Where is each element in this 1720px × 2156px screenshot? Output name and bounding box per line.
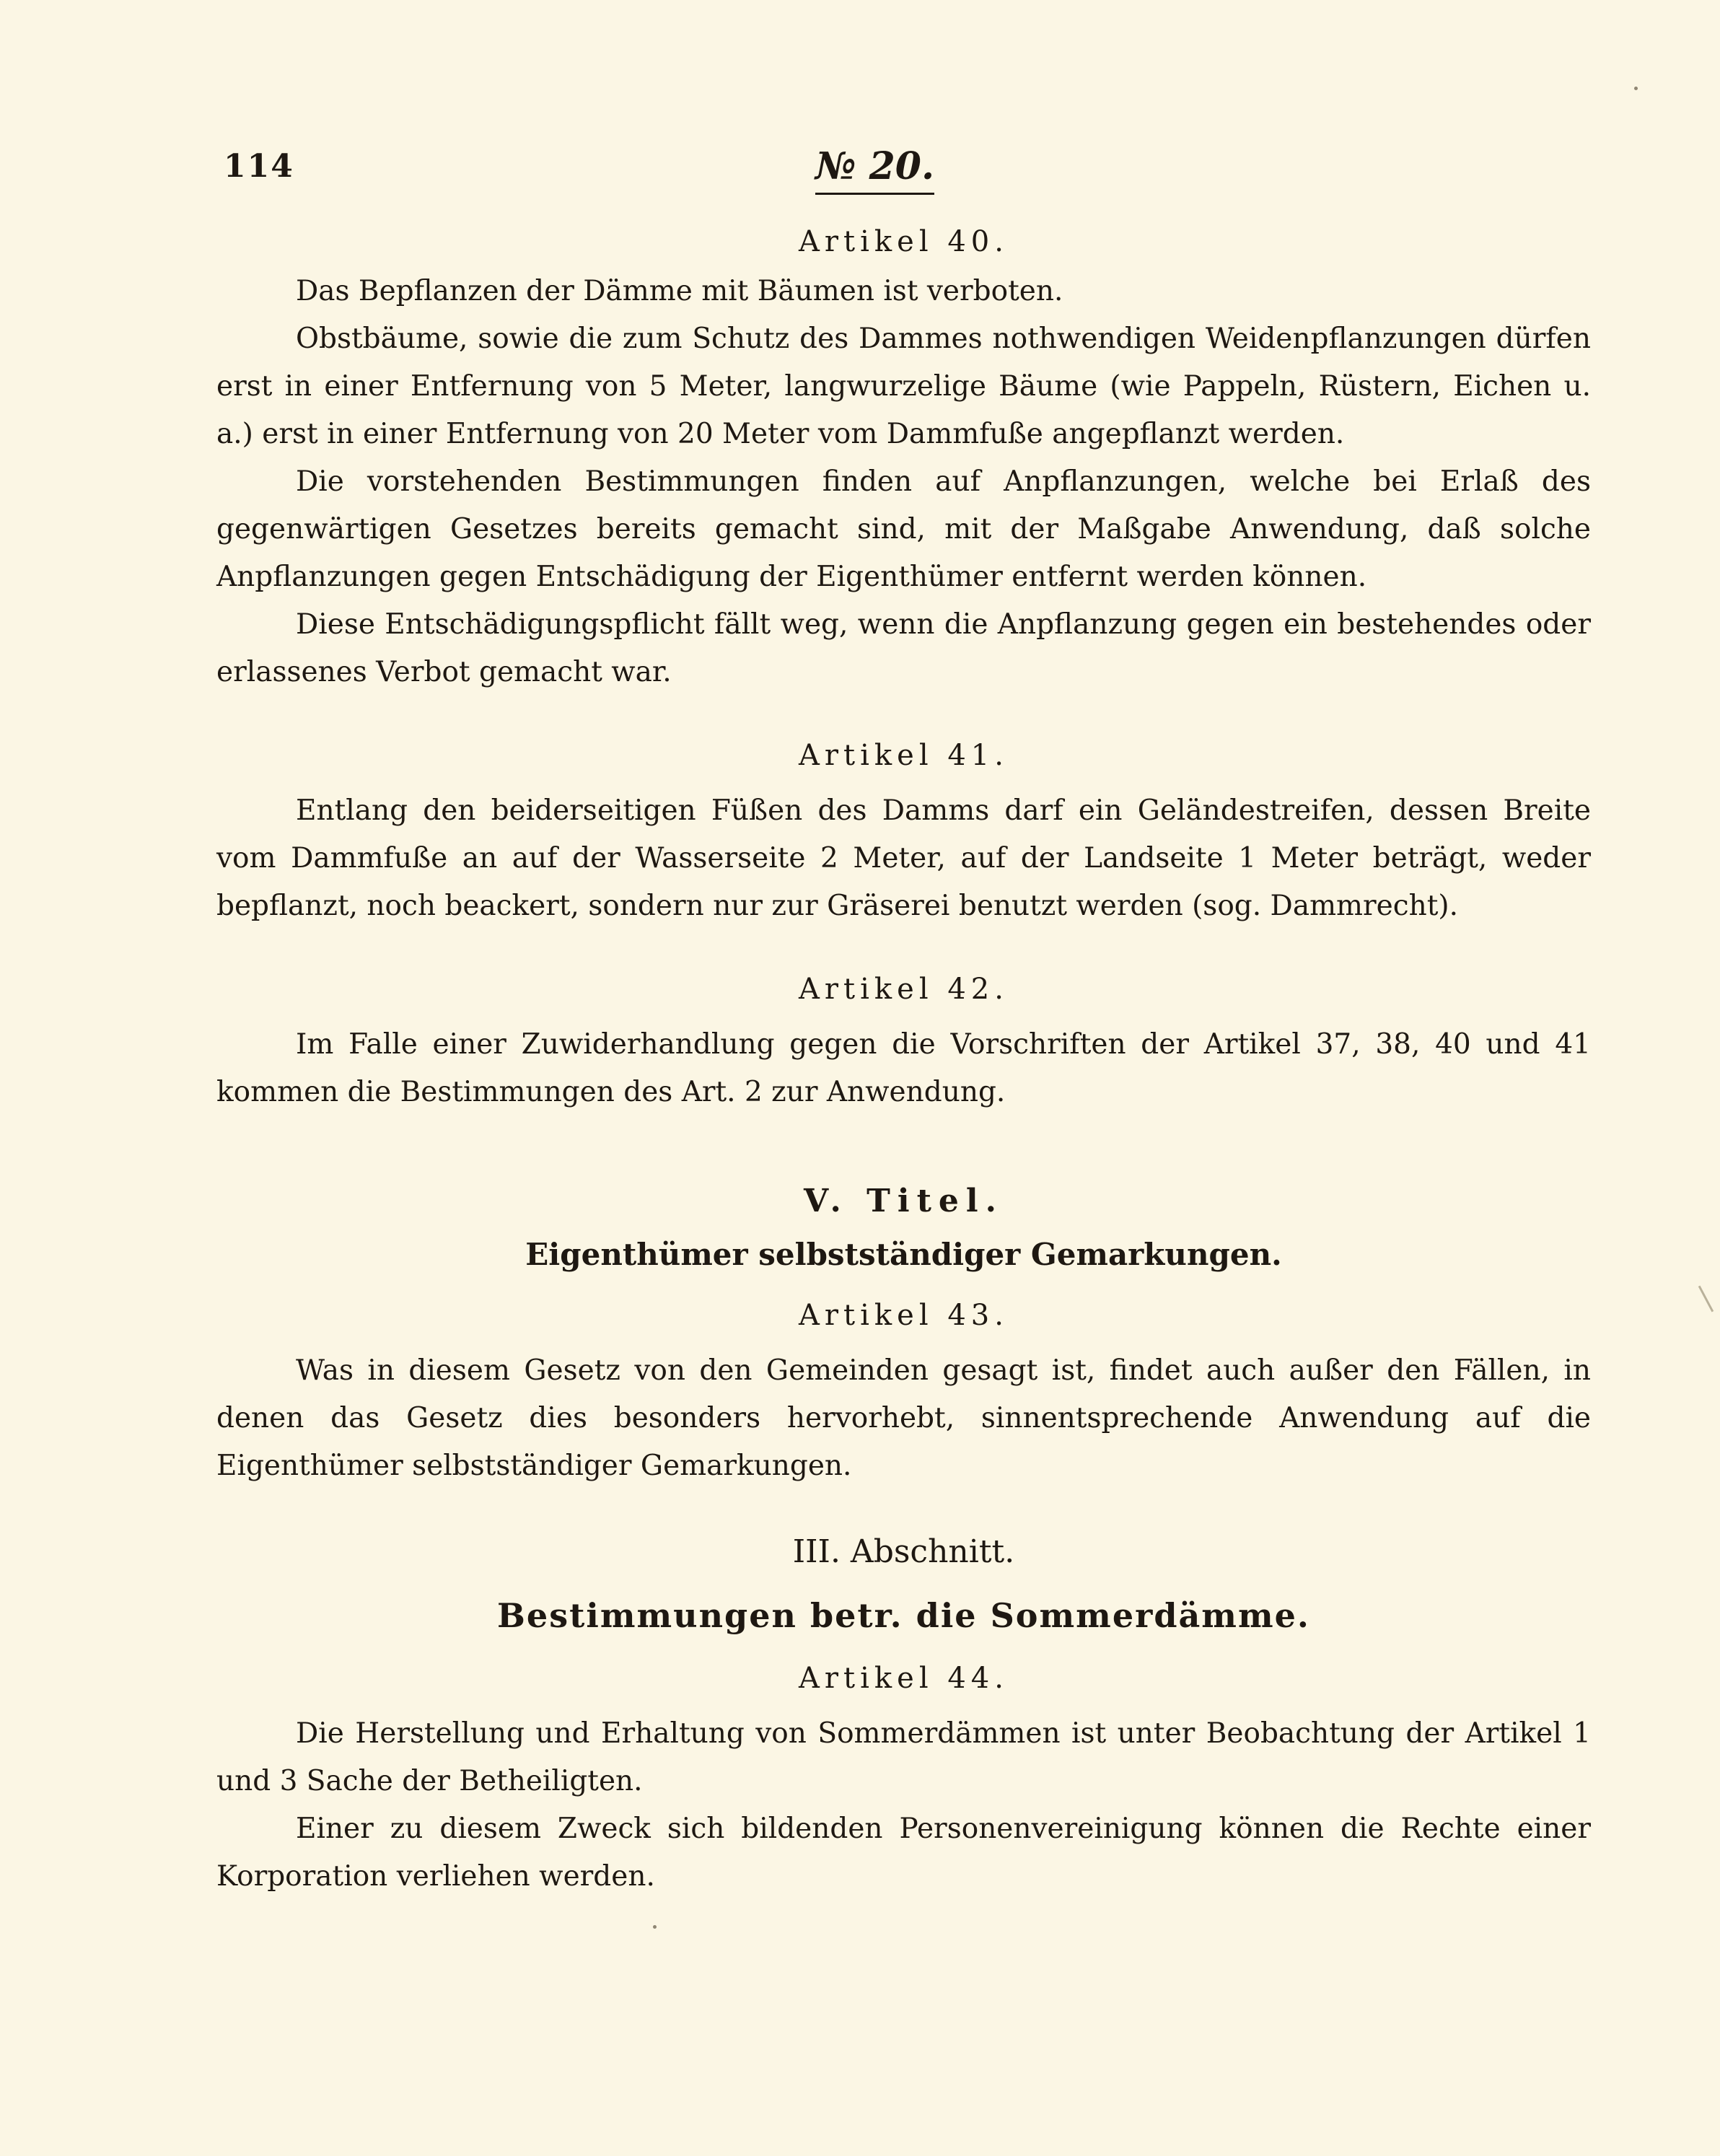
article-41-paragraph-1: Entlang den beiderseitigen Füßen des Damms darf ein Geländestreifen, dessen Breite vom Dammfuße an auf der Wasserseite 2 Meter, auf der Landseite 1 Meter beträgt, weder bepflanzt, noch beackert, sondern nur zur Gräserei benutzt werden (sog. Dammrecht). bbox=[216, 794, 1591, 922]
page-number: 114 bbox=[224, 148, 294, 185]
issue-number: № 20. bbox=[815, 144, 934, 195]
paper-speck bbox=[653, 1925, 657, 1929]
section-3-heading: III. Abschnitt. bbox=[792, 1533, 1015, 1570]
article-40-paragraph-3: Die vorstehenden Bestimmungen finden auf Anpflanzungen, welche bei Erlaß des gegenwärtigen Gesetzes bereits gemacht sind, mit der Maßgabe Anwendung, daß solche Anpflanzungen gegen Entschädigung der Eigenthümer entfernt werden können. bbox=[216, 465, 1591, 593]
section-3-subheading: Bestimmungen betr. die Sommerdämme. bbox=[497, 1596, 1310, 1635]
article-44-heading: Artikel 44. bbox=[799, 1662, 1009, 1695]
article-42-heading: Artikel 42. bbox=[799, 973, 1009, 1006]
article-44-paragraph-1: Die Herstellung und Erhaltung von Sommerdämmen ist unter Beobachtung der Artikel 1 und 3 Sache der Betheiligten. bbox=[216, 1717, 1591, 1797]
article-40-paragraph-1: Das Bepflanzen der Dämme mit Bäumen ist verboten. bbox=[296, 275, 1063, 307]
titel-5-heading: V. Titel. bbox=[804, 1183, 1004, 1219]
paper-speck bbox=[1634, 87, 1638, 90]
titel-5-subheading: Eigenthümer selbstständiger Gemarkungen. bbox=[525, 1237, 1282, 1272]
article-43-paragraph-1: Was in diesem Gesetz von den Gemeinden gesagt ist, findet auch außer den Fällen, in denen das Gesetz dies besonders hervorhebt, sinnentsprechende Anwendung auf die Eigenthümer selbstständiger Gemarkungen. bbox=[216, 1354, 1591, 1482]
article-43-heading: Artikel 43. bbox=[799, 1299, 1009, 1332]
article-41-heading: Artikel 41. bbox=[799, 739, 1009, 772]
article-40-paragraph-2: Obstbäume, sowie die zum Schutz des Dammes nothwendigen Weidenpflanzungen dürfen erst in einer Entfernung von 5 Meter, langwurzelige Bäume (wie Pappeln, Rüstern, Eichen u. a.) erst in einer Entfernung von 20 Meter vom Dammfuße angepflanzt werden. bbox=[216, 323, 1591, 450]
article-42-paragraph-1: Im Falle einer Zuwiderhandlung gegen die Vorschriften der Artikel 37, 38, 40 und 41 kommen die Bestimmungen des Art. 2 zur Anwendung. bbox=[216, 1028, 1591, 1108]
article-40-paragraph-4: Diese Entschädigungspflicht fällt weg, wenn die Anpflanzung gegen ein bestehendes oder erlassenes Verbot gemacht war. bbox=[216, 608, 1591, 688]
paper-edge-mark bbox=[1698, 1286, 1714, 1313]
page-content bbox=[216, 220, 1591, 1901]
article-40-heading: Artikel 40. bbox=[799, 225, 1009, 258]
article-44-paragraph-2: Einer zu diesem Zweck sich bildenden Personenvereinigung können die Rechte einer Korporation verliehen werden. bbox=[216, 1813, 1591, 1893]
